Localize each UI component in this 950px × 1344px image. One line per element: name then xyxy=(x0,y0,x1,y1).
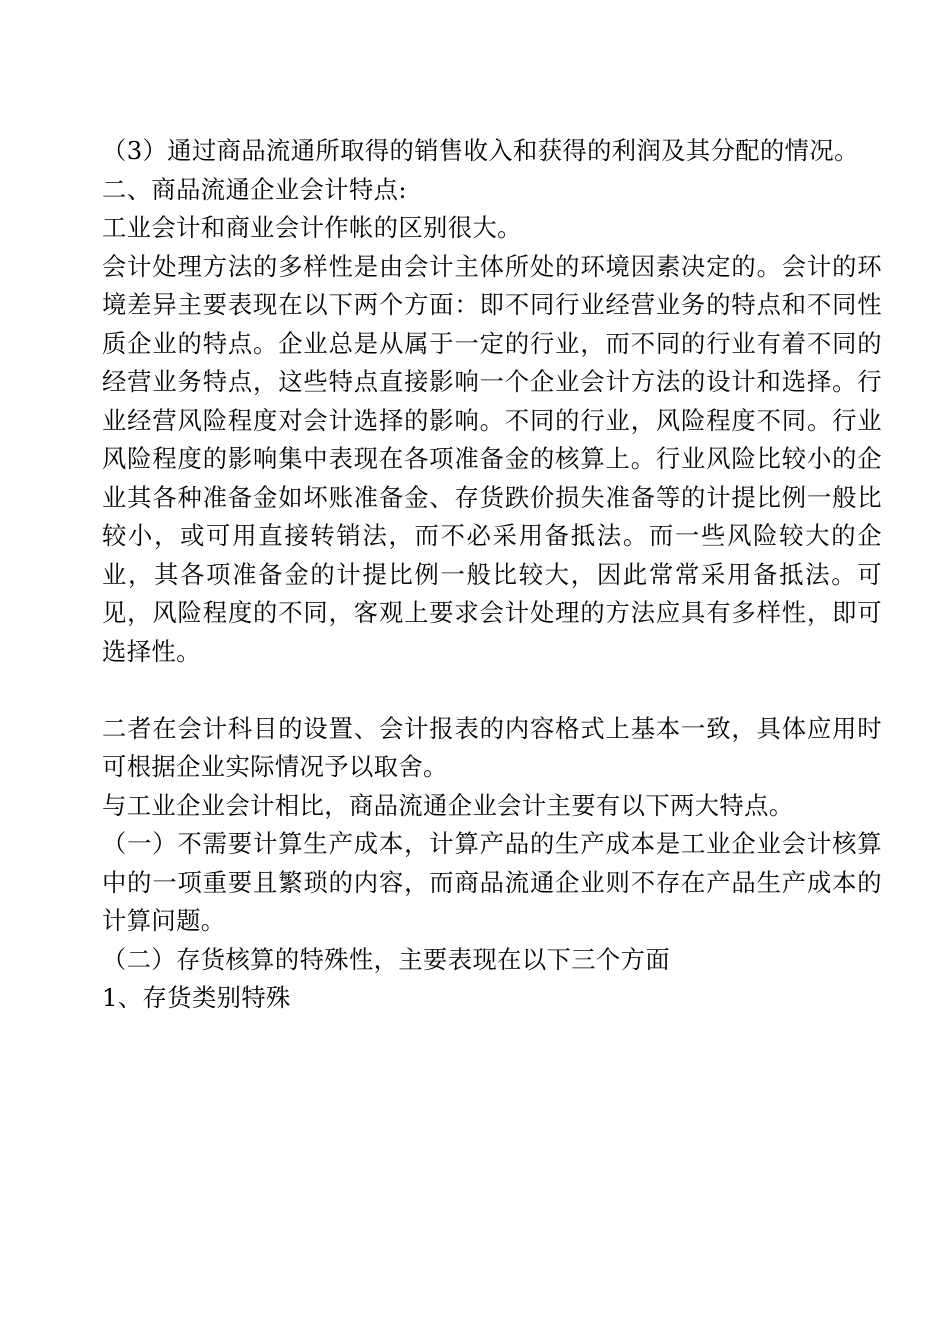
paragraph-inventory-category: 1、存货类别特殊 xyxy=(102,983,291,1012)
paragraph-two-features: 与工业企业会计相比，商品流通企业会计主要有以下两大特点。 xyxy=(102,790,794,820)
paragraph-difference: 工业会计和商业会计作帐的区别很大。 xyxy=(102,213,522,242)
paragraph-diversity: 会计处理方法的多样性是由会计主体所处的环境因素决定的。会计的环境差异主要表现在以下两个方面：即不同行业经营业务的特点和不同性质企业的特点。企业总是从属于一定的行业，而不同的行业有着不同的经营业务特点，这些特点直接影响一个企业会计方法的设计和选择。行业经营风险程度对会计选择的影响。不同的行业，风险程度不同。行业风险程度的影响集中表现在各项准备金的核算上。行业风险比较小的企业其各种准备金如坏账准备金、存货跌价损失准备等的计提比例一般比较小，或可用直接转销法，而不必采用备抵法。而一些风险较大的企业，其各项准备金的计提比例一般比较大，因此常常采用备抵法。可见，风险程度的不同，客观上要求会计处理的方法应具有多样性，即可选择性。 xyxy=(102,251,882,666)
paragraph-consistency: 二者在会计科目的设置、会计报表的内容格式上基本一致，具体应用时可根据企业实际情况予以取舍。 xyxy=(102,713,882,781)
paragraph-gap xyxy=(102,671,882,710)
paragraph-sales-income: （3）通过商品流通所取得的销售收入和获得的利润及其分配的情况。 xyxy=(102,136,859,165)
paragraph-feature-one: （一）不需要计算生产成本，计算产品的生产成本是工业企业会计核算中的一项重要且繁琐的内容，而商品流通企业则不存在产品生产成本的计算问题。 xyxy=(102,829,882,935)
document-body xyxy=(102,132,882,1018)
paragraph-feature-two: （二）存货核算的特殊性，主要表现在以下三个方面 xyxy=(102,944,671,974)
section-heading-features: 二、商品流通企业会计特点: xyxy=(102,174,407,204)
